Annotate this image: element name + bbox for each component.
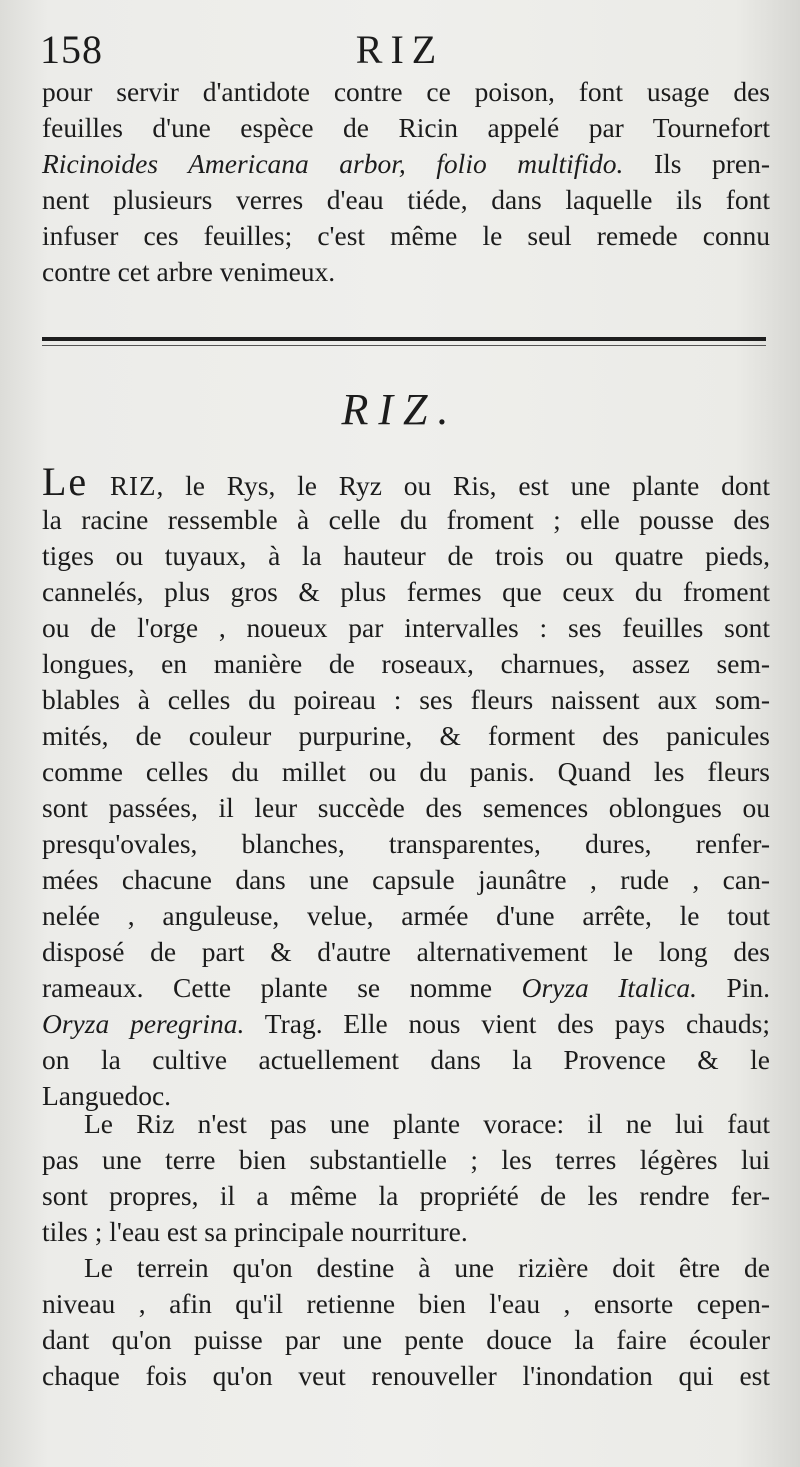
- text-line: tiges ou tuyaux, à la hauteur de trois ou quatre pieds,: [42, 540, 770, 571]
- text-fragment: rameaux. Cette plante se nomme: [42, 972, 493, 1003]
- text-line: cannelés, plus gros & plus fermes que ceux du froment: [42, 576, 770, 607]
- drop-cap: Le: [42, 459, 89, 504]
- riz-paragraph-1: [42, 459, 770, 1114]
- page-number: 158: [40, 27, 103, 72]
- text-line: blables à celles du poireau : ses fleurs naissent aux som-: [42, 684, 770, 715]
- top-paragraph: [42, 74, 770, 290]
- text-line: tiles ; l'eau est sa principale nourriture.: [42, 1216, 468, 1247]
- text-line: feuilles d'une espèce de Ricin appelé par Tournefort: [42, 112, 770, 143]
- text-line: [42, 1006, 770, 1042]
- text-fragment: Ils pren-: [623, 148, 770, 179]
- section-divider-thin: [42, 345, 766, 346]
- headword: RIZ: [109, 471, 157, 501]
- text-line: sont propres, il a même la propriété de les rendre fer-: [42, 1180, 770, 1211]
- botanical-name: Oryza peregrina.: [42, 1008, 245, 1039]
- text-line: dant qu'on puisse par une pente douce la faire écouler: [42, 1324, 770, 1355]
- page-header: [40, 22, 760, 72]
- text-line: pas une terre bien substantielle ; les terres légères lui: [42, 1144, 770, 1175]
- running-title: RIZ: [355, 27, 445, 72]
- text-fragment: Trag. Elle nous vient des pays chauds;: [264, 1008, 770, 1039]
- riz-paragraph-2: [42, 1106, 770, 1250]
- text-line: Le Riz n'est pas une plante vorace: il ne lui faut: [84, 1108, 770, 1139]
- text-line: Le terrein qu'on destine à une rizière doit être de: [84, 1252, 770, 1283]
- text-line: chaque fois qu'on veut renouveller l'inondation qui est: [42, 1360, 770, 1391]
- text-line: la racine ressemble à celle du froment ; elle pousse des: [42, 504, 770, 535]
- botanical-name: Oryza Italica.: [521, 972, 697, 1003]
- text-line: ou de l'orge , noueux par intervalles : ses feuilles sont: [42, 612, 770, 643]
- text-fragment: Pin.: [726, 972, 770, 1003]
- text-line: [42, 970, 770, 1006]
- text-line: [42, 146, 770, 182]
- text-line: nelée , anguleuse, velue, armée d'une arrête, le tout: [42, 900, 770, 931]
- text-line: sont passées, il leur succède des semences oblongues ou: [42, 792, 770, 823]
- text-line: mées chacune dans une capsule jaunâtre , rude , can-: [42, 864, 770, 895]
- text-line: contre cet arbre venimeux.: [42, 256, 336, 287]
- text-fragment: , le Rys, le Ryz ou Ris, est une plante dont: [156, 470, 770, 501]
- section-divider: [42, 337, 766, 341]
- text-line: nent plusieurs verres d'eau tiéde, dans laquelle ils font: [42, 184, 770, 215]
- text-line: Languedoc.: [42, 1080, 172, 1111]
- text-line: comme celles du millet ou du panis. Quand les fleurs: [42, 756, 770, 787]
- text-line: longues, en manière de roseaux, charnues, assez sem-: [42, 648, 770, 679]
- botanical-name: Ricinoides Americana arbor, folio multifido.: [42, 148, 624, 179]
- text-line: mités, de couleur purpurine, & forment des panicules: [42, 720, 770, 751]
- text-line: [42, 459, 770, 504]
- text-line: pour servir d'antidote contre ce poison, font usage des: [42, 76, 770, 107]
- section-title: RIZ.: [341, 385, 459, 434]
- text-line: niveau , afin qu'il retienne bien l'eau , ensorte cepen-: [42, 1288, 770, 1319]
- text-line: on la cultive actuellement dans la Provence & le: [42, 1044, 770, 1075]
- text-line: presqu'ovales, blanches, transparentes, dures, renfer-: [42, 828, 770, 859]
- riz-paragraph-3: [42, 1250, 770, 1394]
- text-line: infuser ces feuilles; c'est même le seul remede connu: [42, 220, 770, 251]
- text-line: disposé de part & d'autre alternativement le long des: [42, 936, 770, 967]
